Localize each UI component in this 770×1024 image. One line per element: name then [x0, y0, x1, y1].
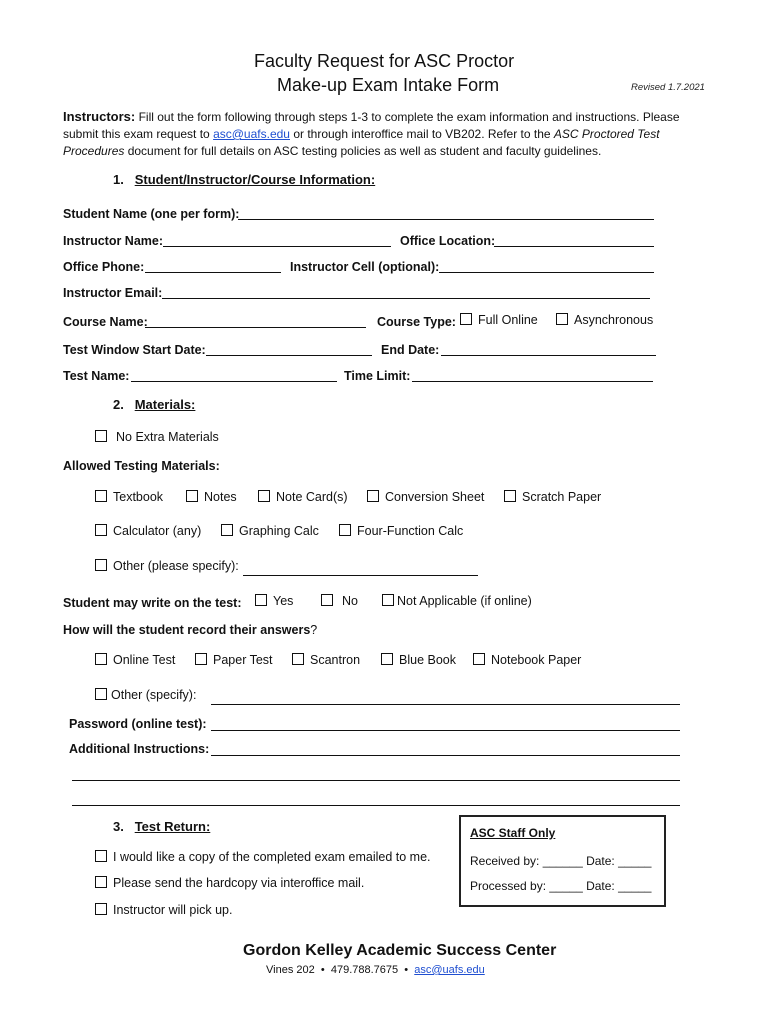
checkbox-return-interoffice[interactable]: [95, 876, 107, 888]
checkbox-asynchronous[interactable]: [556, 313, 568, 325]
checkbox-scantron[interactable]: [292, 653, 304, 665]
material-textbook[interactable]: [95, 490, 163, 504]
time-limit-field[interactable]: [412, 381, 653, 382]
record-scantron[interactable]: [292, 653, 360, 667]
section3-title: Test Return:: [134, 819, 211, 834]
record-paper-test[interactable]: [195, 653, 273, 667]
allowed-materials-heading: Allowed Testing Materials:: [63, 459, 220, 473]
calculator-label: Calculator (any): [113, 524, 202, 538]
checkbox-conversion-sheet[interactable]: [367, 490, 379, 502]
material-conversion-sheet[interactable]: [367, 490, 484, 504]
office-location-field[interactable]: [494, 246, 654, 247]
instructor-email-label: Instructor Email:: [63, 286, 163, 300]
checkbox-blue-book[interactable]: [381, 653, 393, 665]
staff-box-heading: ASC Staff Only: [470, 826, 556, 840]
footer-address: Vines 202: [266, 964, 315, 976]
checkbox-record-other[interactable]: [95, 688, 107, 700]
checkbox-return-email[interactable]: [95, 850, 107, 862]
office-location-label: Office Location:: [400, 234, 496, 248]
footer-phone: 479.788.7675: [330, 964, 399, 976]
record-answers-text: How will the student record their answers: [63, 623, 311, 637]
form-title-line1: Faculty Request for ASC Proctor: [254, 51, 515, 71]
return-pickup-label: Instructor will pick up.: [113, 903, 233, 917]
checkbox-graphing-calc[interactable]: [221, 524, 233, 536]
additional-instructions-line-3[interactable]: [72, 805, 680, 806]
footer-email-link[interactable]: asc@uafs.edu: [414, 964, 485, 976]
office-phone-label: Office Phone:: [63, 260, 145, 274]
intro-text-2: or through interoffice mail to VB202. Refer to the: [289, 127, 554, 141]
return-email-option[interactable]: [95, 850, 431, 864]
scratch-paper-label: Scratch Paper: [522, 490, 602, 504]
checkbox-paper-test[interactable]: [195, 653, 207, 665]
section3-heading: [113, 819, 210, 834]
no-extra-materials-option[interactable]: [95, 430, 219, 444]
checkbox-note-cards[interactable]: [258, 490, 270, 502]
instructor-email-field[interactable]: [162, 298, 650, 299]
graphing-calc-label: Graphing Calc: [239, 524, 319, 538]
checkbox-scratch-paper[interactable]: [504, 490, 516, 502]
asc-staff-only-box: [459, 815, 666, 907]
record-online-test[interactable]: [95, 653, 175, 667]
footer-bullet-1: •: [320, 964, 325, 976]
footer-contact: [266, 964, 485, 976]
section2-title: Materials:: [134, 397, 196, 412]
staff-received-line: Received by: ______ Date: _____: [470, 854, 652, 868]
checkbox-full-online[interactable]: [460, 313, 472, 325]
checkbox-write-yes[interactable]: [255, 594, 267, 606]
conversion-sheet-label: Conversion Sheet: [385, 490, 485, 504]
course-type-full-online[interactable]: [460, 313, 538, 327]
textbook-label: Textbook: [113, 490, 164, 504]
return-pickup-option[interactable]: [95, 903, 232, 917]
record-other-label: Other (specify):: [111, 688, 197, 702]
material-note-cards[interactable]: [258, 490, 348, 504]
write-no-label: No: [342, 594, 358, 608]
material-scratch-paper[interactable]: [504, 490, 601, 504]
checkbox-notebook-paper[interactable]: [473, 653, 485, 665]
write-na-label: Not Applicable (if online): [397, 594, 532, 608]
full-online-label: Full Online: [478, 313, 538, 327]
checkbox-write-no[interactable]: [321, 594, 333, 606]
record-other[interactable]: [95, 688, 196, 702]
four-function-calc-label: Four-Function Calc: [357, 524, 464, 538]
procedures-doc-title: ASC Proctored Test Procedures: [63, 127, 660, 158]
section1-number: 1.: [113, 172, 124, 187]
student-name-label: Student Name (one per form):: [63, 207, 240, 221]
password-field[interactable]: [211, 730, 680, 731]
section2-heading: [113, 397, 195, 412]
checkbox-textbook[interactable]: [95, 490, 107, 502]
notebook-paper-label: Notebook Paper: [491, 653, 582, 667]
instructor-cell-label: Instructor Cell (optional):: [290, 260, 440, 274]
end-date-label: End Date:: [381, 343, 440, 357]
checkbox-notes[interactable]: [186, 490, 198, 502]
section1-title: Student/Instructor/Course Information:: [134, 172, 376, 187]
section1-heading: [113, 172, 375, 187]
end-date-field[interactable]: [441, 355, 656, 356]
asc-email-link[interactable]: asc@uafs.edu: [213, 127, 290, 141]
material-notes[interactable]: [186, 490, 237, 504]
checkbox-no-extra-materials[interactable]: [95, 430, 107, 442]
additional-instructions-line-2[interactable]: [72, 780, 680, 781]
course-name-field[interactable]: [145, 327, 366, 328]
return-interoffice-label: Please send the hardcopy via interoffice mail.: [113, 876, 365, 890]
note-cards-label: Note Card(s): [276, 490, 348, 504]
office-phone-field[interactable]: [145, 272, 281, 273]
checkbox-four-function-calc[interactable]: [339, 524, 351, 536]
course-type-label: Course Type:: [377, 315, 456, 329]
material-other-label: Other (please specify):: [113, 559, 239, 573]
record-notebook-paper[interactable]: [473, 653, 581, 667]
blue-book-label: Blue Book: [399, 653, 456, 667]
course-type-asynchronous[interactable]: [556, 313, 653, 327]
window-start-field[interactable]: [206, 355, 372, 356]
intro-lead: Instructors:: [63, 109, 136, 124]
checkbox-calculator[interactable]: [95, 524, 107, 536]
password-label: Password (online test):: [69, 717, 207, 731]
section2-number: 2.: [113, 397, 124, 412]
write-na-option[interactable]: [382, 594, 532, 608]
write-on-test-label: Student may write on the test:: [63, 596, 242, 610]
material-other[interactable]: [95, 559, 239, 573]
time-limit-label: Time Limit:: [344, 369, 411, 383]
checkbox-online-test[interactable]: [95, 653, 107, 665]
form-title-line2: Make-up Exam Intake Form: [277, 75, 500, 95]
no-extra-materials-label: No Extra Materials: [116, 430, 219, 444]
scantron-label: Scantron: [310, 653, 361, 667]
record-answers-question: [63, 623, 317, 637]
student-name-field[interactable]: [238, 219, 654, 220]
material-calculator[interactable]: [95, 524, 201, 538]
material-other-field[interactable]: [243, 575, 478, 576]
course-name-label: Course Name:: [63, 315, 148, 329]
instructor-cell-field[interactable]: [439, 272, 654, 273]
write-no-option[interactable]: [321, 594, 358, 608]
checkbox-material-other[interactable]: [95, 559, 107, 571]
intro-text-3: document for full details on ASC testing policies as well as student and faculty guidelines.: [124, 144, 602, 158]
section3-number: 3.: [113, 819, 124, 834]
test-name-field[interactable]: [131, 381, 337, 382]
intro-text-1: Fill out the form following through steps 1-3 to complete the exam information and instructions. Please submit this exam request to: [63, 110, 680, 141]
instructor-name-field[interactable]: [163, 246, 391, 247]
instructor-name-label: Instructor Name:: [63, 234, 164, 248]
return-email-label: I would like a copy of the completed exam emailed to me.: [113, 850, 431, 864]
write-yes-label: Yes: [273, 594, 294, 608]
checkbox-write-na[interactable]: [382, 594, 394, 606]
staff-processed-line: Processed by: _____ Date: _____: [470, 879, 652, 893]
additional-instructions-label: Additional Instructions:: [69, 742, 210, 756]
record-answers-qmark: ?: [310, 623, 318, 637]
write-yes-option[interactable]: [255, 594, 293, 608]
record-other-field[interactable]: [211, 704, 680, 705]
additional-instructions-field[interactable]: [211, 755, 680, 756]
record-blue-book[interactable]: [381, 653, 456, 667]
paper-test-label: Paper Test: [213, 653, 273, 667]
revision-note: Revised 1.7.2021: [631, 82, 705, 93]
footer-org-name: Gordon Kelley Academic Success Center: [243, 942, 557, 959]
window-start-label: Test Window Start Date:: [63, 343, 206, 357]
test-name-label: Test Name:: [63, 369, 130, 383]
online-test-label: Online Test: [113, 653, 176, 667]
checkbox-return-pickup[interactable]: [95, 903, 107, 915]
footer-bullet-2: •: [404, 964, 409, 976]
material-four-function-calc[interactable]: [339, 524, 463, 538]
material-graphing-calc[interactable]: [221, 524, 319, 538]
intro-paragraph: [63, 108, 703, 160]
return-interoffice-option[interactable]: [95, 876, 364, 890]
notes-label: Notes: [204, 490, 237, 504]
asynchronous-label: Asynchronous: [574, 313, 654, 327]
